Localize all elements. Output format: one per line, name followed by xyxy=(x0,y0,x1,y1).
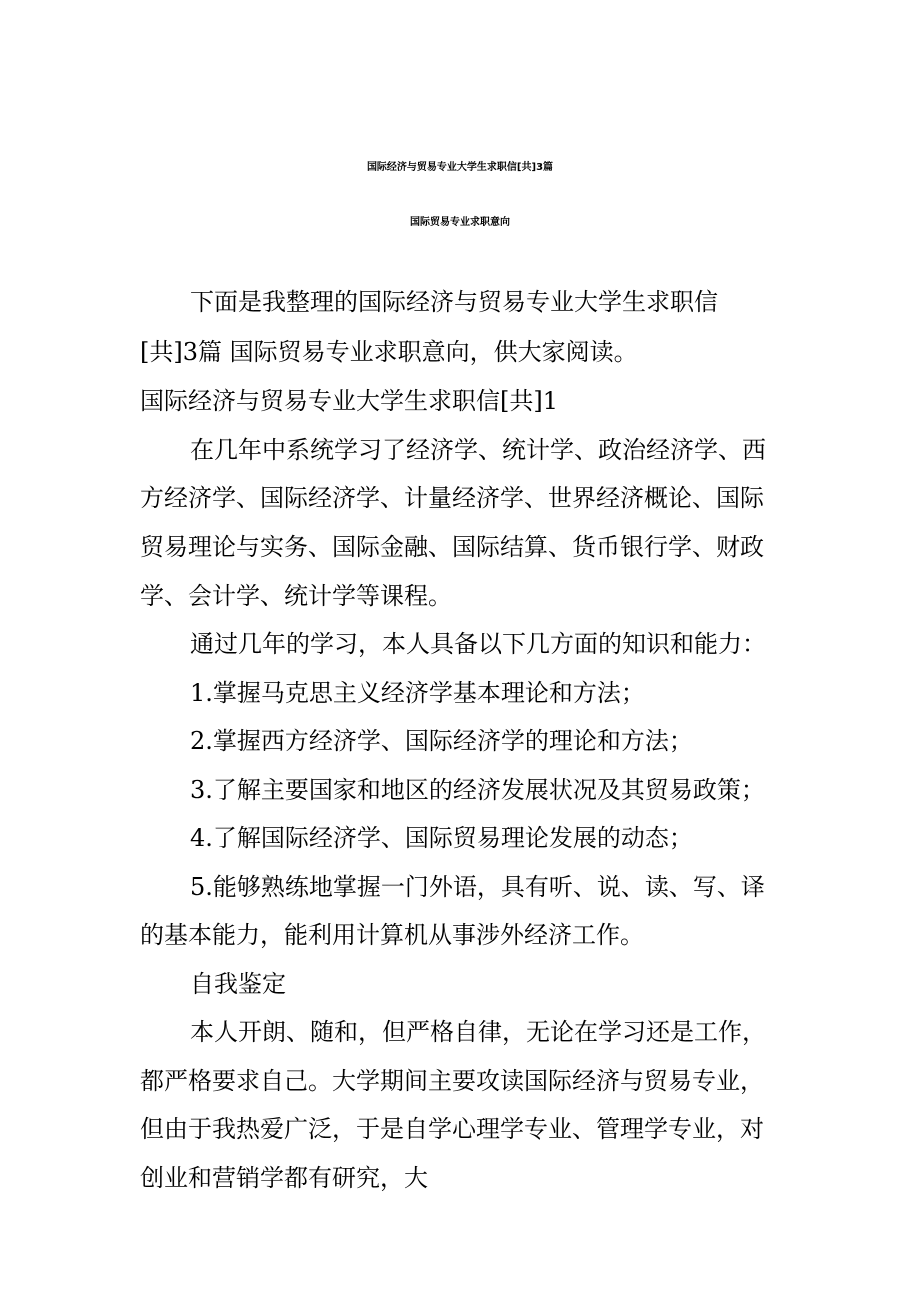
courses-line-3: 贸易理论与实务、国际金融、国际结算、货币银行学、财政 xyxy=(140,533,764,561)
letter-heading: 国际经济与贸易专业大学生求职信[共]1 xyxy=(140,387,558,415)
ability-item-3: 3.了解主要国家和地区的经济发展状况及其贸易政策； xyxy=(190,776,765,804)
intro-line-2: [共]3篇 国际贸易专业求职意向，供大家阅读。 xyxy=(140,338,638,366)
document-title-line-2: 国际贸易专业求职意向 xyxy=(410,217,510,228)
self-assessment-heading: 自我鉴定 xyxy=(190,970,286,998)
ability-item-4: 4.了解国际经济学、国际贸易理论发展的动态； xyxy=(190,824,693,852)
ability-item-5-line-2: 的基本能力，能利用计算机从事涉外经济工作。 xyxy=(140,921,644,949)
abilities-intro: 通过几年的学习，本人具备以下几方面的知识和能力： xyxy=(190,630,766,658)
courses-line-4: 学、会计学、统计学等课程。 xyxy=(140,582,452,610)
courses-line-2: 方经济学、国际经济学、计量经济学、世界经济概论、国际 xyxy=(140,484,764,512)
self-assessment-line-3: 但由于我热爱广泛，于是自学心理学专业、管理学专业，对 xyxy=(140,1115,764,1143)
self-assessment-line-2: 都严格要求自己。大学期间主要攻读国际经济与贸易专业， xyxy=(140,1067,764,1095)
document-title-line-1: 国际经济与贸易专业大学生求职信[共]3篇 xyxy=(366,162,554,173)
courses-line-1: 在几年中系统学习了经济学、统计学、政治经济学、西 xyxy=(190,436,766,464)
intro-line-1: 下面是我整理的国际经济与贸易专业大学生求职信 xyxy=(190,288,718,316)
ability-item-1: 1.掌握马克思主义经济学基本理论和方法； xyxy=(190,679,645,707)
ability-item-5-line-1: 5.能够熟练地掌握一门外语，具有听、说、读、写、译 xyxy=(190,873,765,901)
self-assessment-line-1: 本人开朗、随和，但严格自律，无论在学习还是工作， xyxy=(190,1018,766,1046)
ability-item-2: 2.掌握西方经济学、国际经济学的理论和方法； xyxy=(190,727,693,755)
self-assessment-line-4: 创业和营销学都有研究，大 xyxy=(140,1164,428,1192)
